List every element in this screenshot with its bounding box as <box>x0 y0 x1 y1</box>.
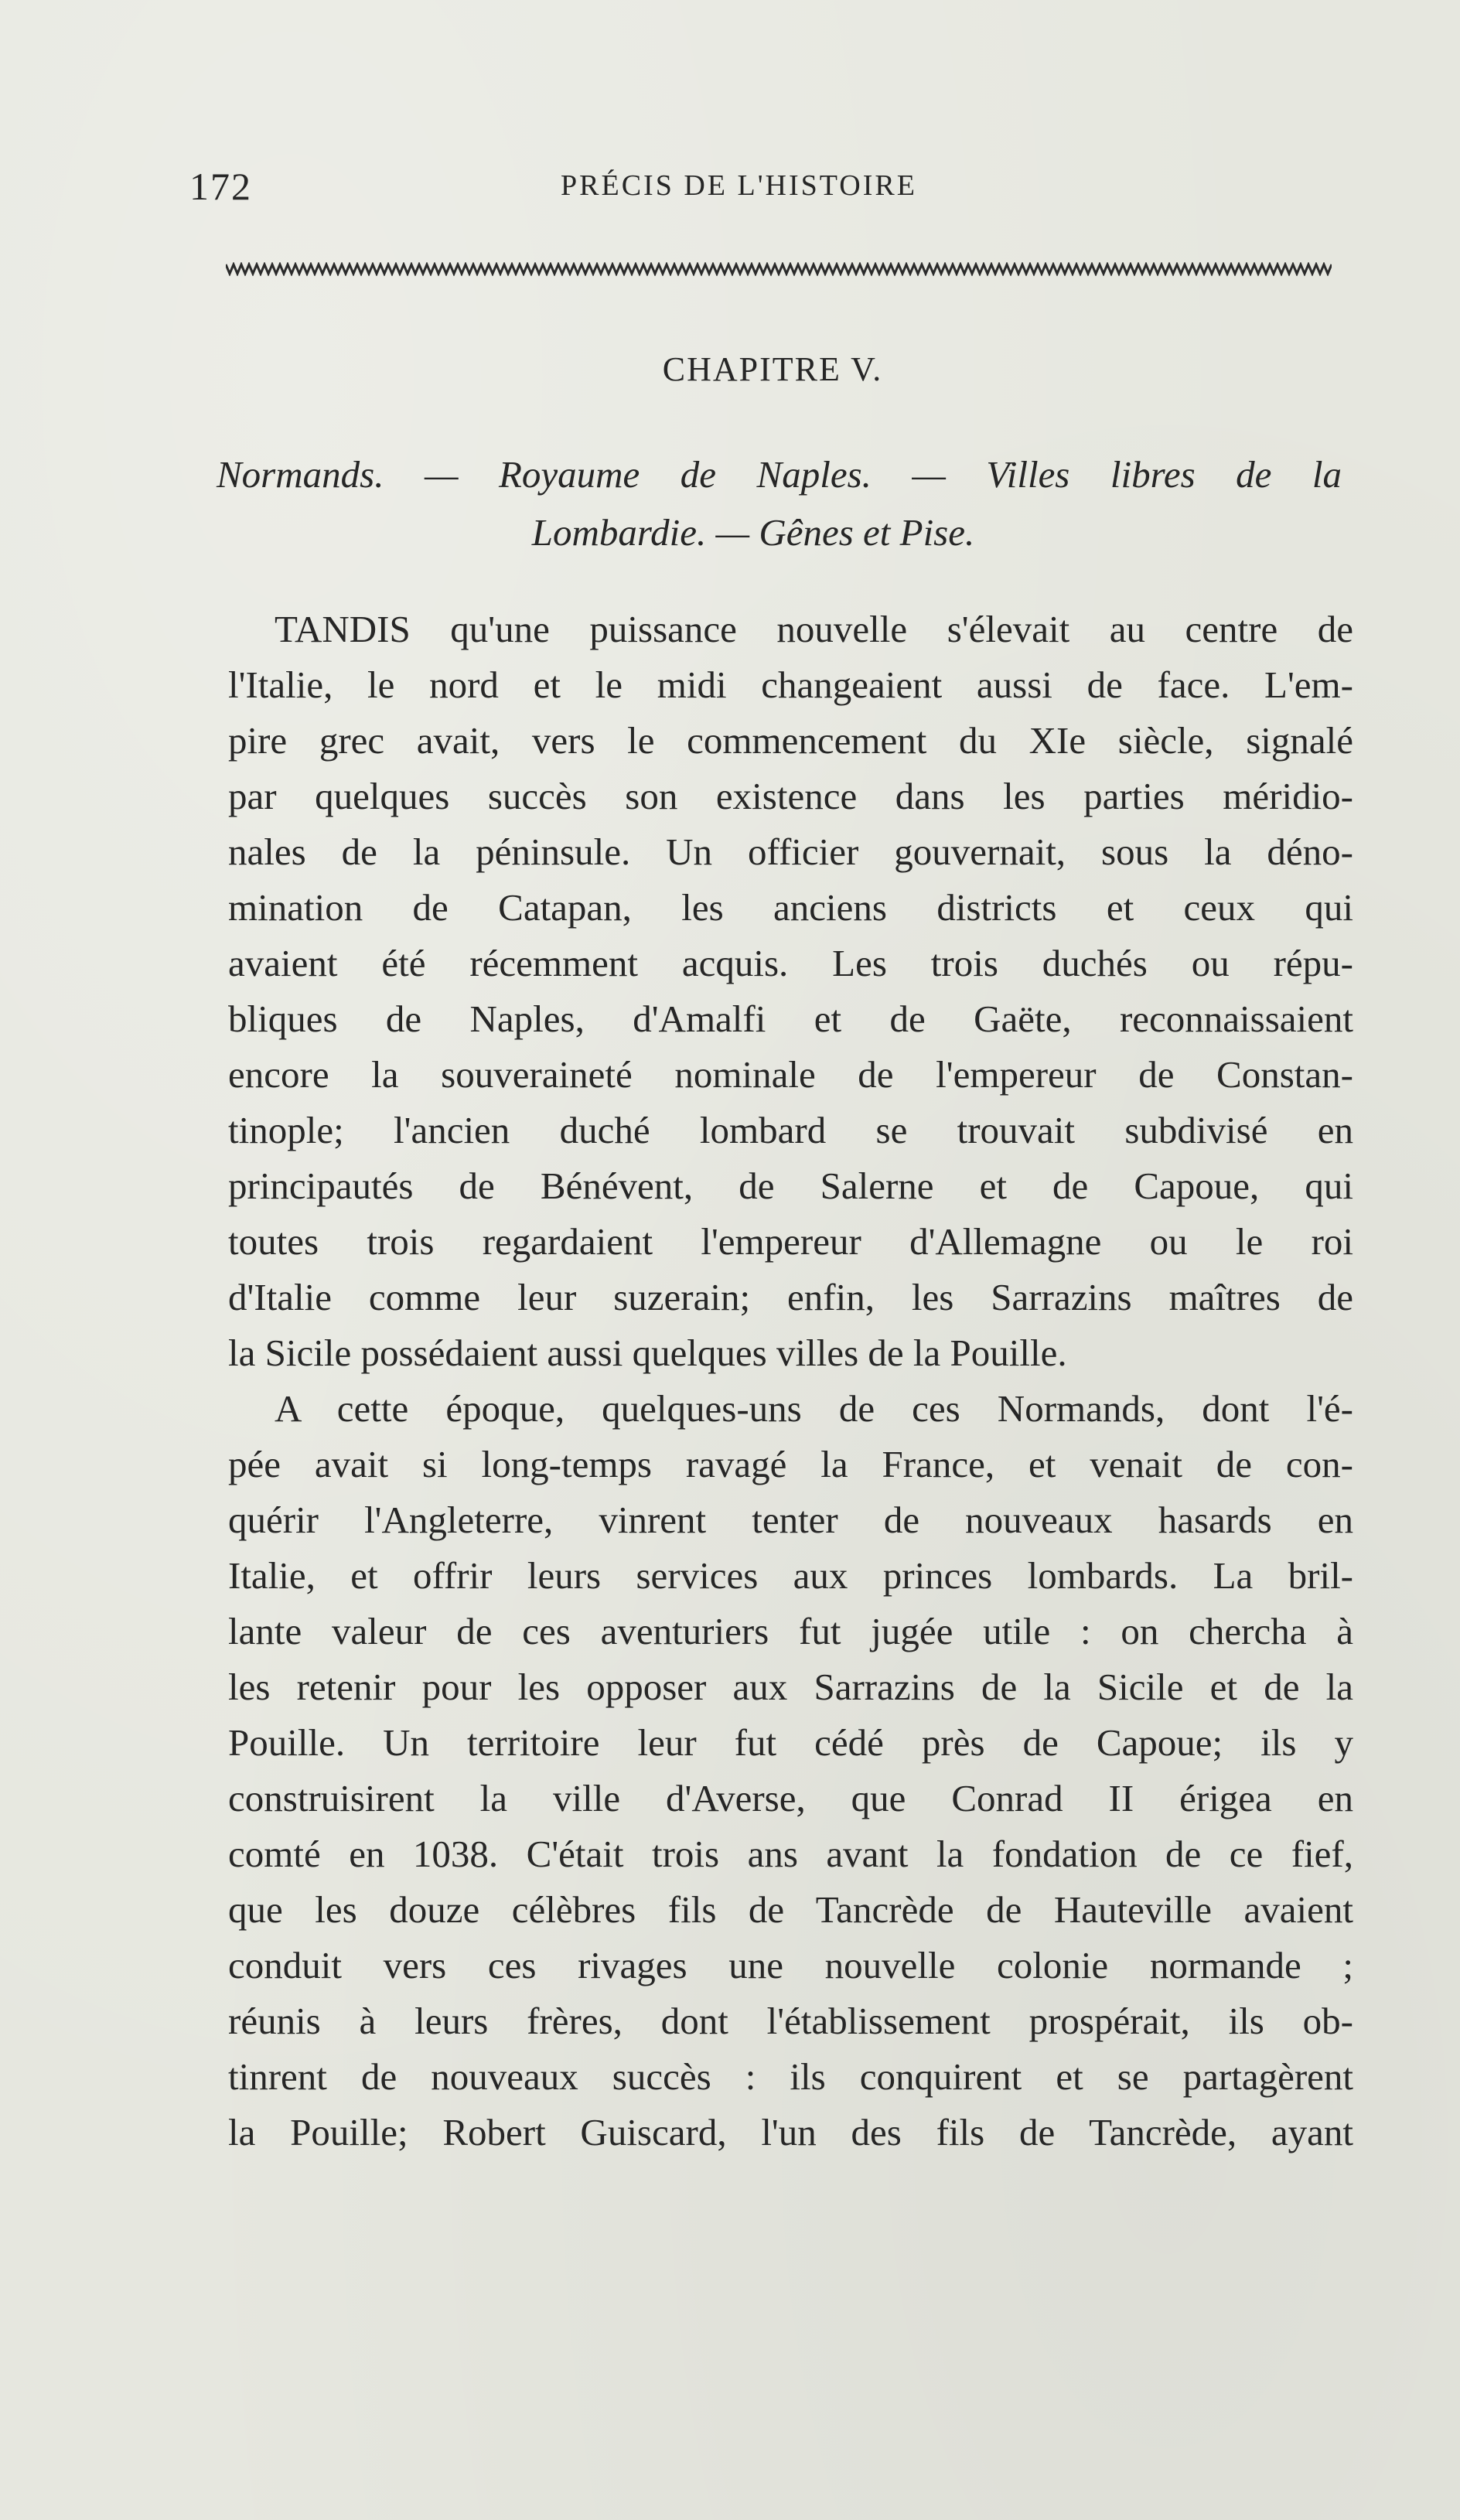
text-line: pire grec avait, vers le commencement du XIe siècle, signalé <box>228 719 1353 762</box>
chapter-subtitle-line-2 <box>0 510 1460 554</box>
text-line: quérir l'Angleterre, vinrent tenter de nouveaux hasards en <box>228 1499 1353 1541</box>
text-line: tinrent de nouveaux succès : ils conquirent et se partagèrent <box>228 2055 1353 2098</box>
text-line: A cette époque, quelques-uns de ces Normands, dont l'é- <box>275 1387 1353 1430</box>
ornamental-rule <box>226 262 1332 276</box>
text-line: la Pouille; Robert Guiscard, l'un des fils de Tancrède, ayant <box>228 2111 1353 2153</box>
text-line: conduit vers ces rivages une nouvelle colonie normande ; <box>228 1944 1353 1986</box>
text-line: comté en 1038. C'était trois ans avant la fondation de ce fief, <box>228 1833 1353 1875</box>
text-line: que les douze célèbres fils de Tancrède de Hauteville avaient <box>228 1888 1353 1931</box>
text-line: réunis à leurs frères, dont l'établissement prospérait, ils ob- <box>228 2000 1353 2042</box>
text-line: l'Italie, le nord et le midi changeaient aussi de face. L'em- <box>228 663 1353 706</box>
chapter-heading <box>0 350 1460 389</box>
text-line: avaient été récemment acquis. Les trois duchés ou répu- <box>228 942 1353 984</box>
text-line: nales de la péninsule. Un officier gouvernait, sous la déno- <box>228 830 1353 873</box>
running-head <box>0 164 1460 210</box>
text-line: Italie, et offrir leurs services aux princes lombards. La bril- <box>228 1554 1353 1597</box>
running-title: PRÉCIS DE L'HISTOIRE <box>561 169 917 202</box>
text-line: lante valeur de ces aventuriers fut jugée utile : on chercha à <box>228 1610 1353 1652</box>
text-line: toutes trois regardaient l'empereur d'Allemagne ou le roi <box>228 1220 1353 1263</box>
chapter-heading-text: CHAPITRE V. <box>662 350 883 388</box>
text-line: les retenir pour les opposer aux Sarrazins de la Sicile et de la <box>228 1666 1353 1708</box>
text-line: bliques de Naples, d'Amalfi et de Gaëte, reconnaissaient <box>228 997 1353 1040</box>
chapter-subtitle-line-2-text: Lombardie. — Gênes et Pise. <box>531 511 975 554</box>
body-text <box>228 602 1353 2160</box>
text-line: tinople; l'ancien duché lombard se trouvait subdivisé en <box>228 1109 1353 1151</box>
text-line: d'Italie comme leur suzerain; enfin, les Sarrazins maîtres de <box>228 1276 1353 1318</box>
text-line: par quelques succès son existence dans les parties méridio- <box>228 775 1353 817</box>
text-line: construisirent la ville d'Averse, que Conrad II érigea en <box>228 1777 1353 1819</box>
text-line: principautés de Bénévent, de Salerne et de Capoue, qui <box>228 1165 1353 1207</box>
text-line: Pouille. Un territoire leur fut cédé près de Capoue; ils y <box>228 1721 1353 1764</box>
text-line: TANDIS qu'une puissance nouvelle s'élevait au centre de <box>275 608 1353 650</box>
text-line: encore la souveraineté nominale de l'empereur de Constan- <box>228 1053 1353 1096</box>
text-line: la Sicile possédaient aussi quelques villes de la Pouille. <box>228 1332 1067 1374</box>
text-line: mination de Catapan, les anciens districts et ceux qui <box>228 886 1353 929</box>
chapter-subtitle-line-1: Normands. — Royaume de Naples. — Villes libres de la <box>217 453 1342 496</box>
page-number: 172 <box>189 165 252 208</box>
text-line: pée avait si long-temps ravagé la France, et venait de con- <box>228 1443 1353 1485</box>
